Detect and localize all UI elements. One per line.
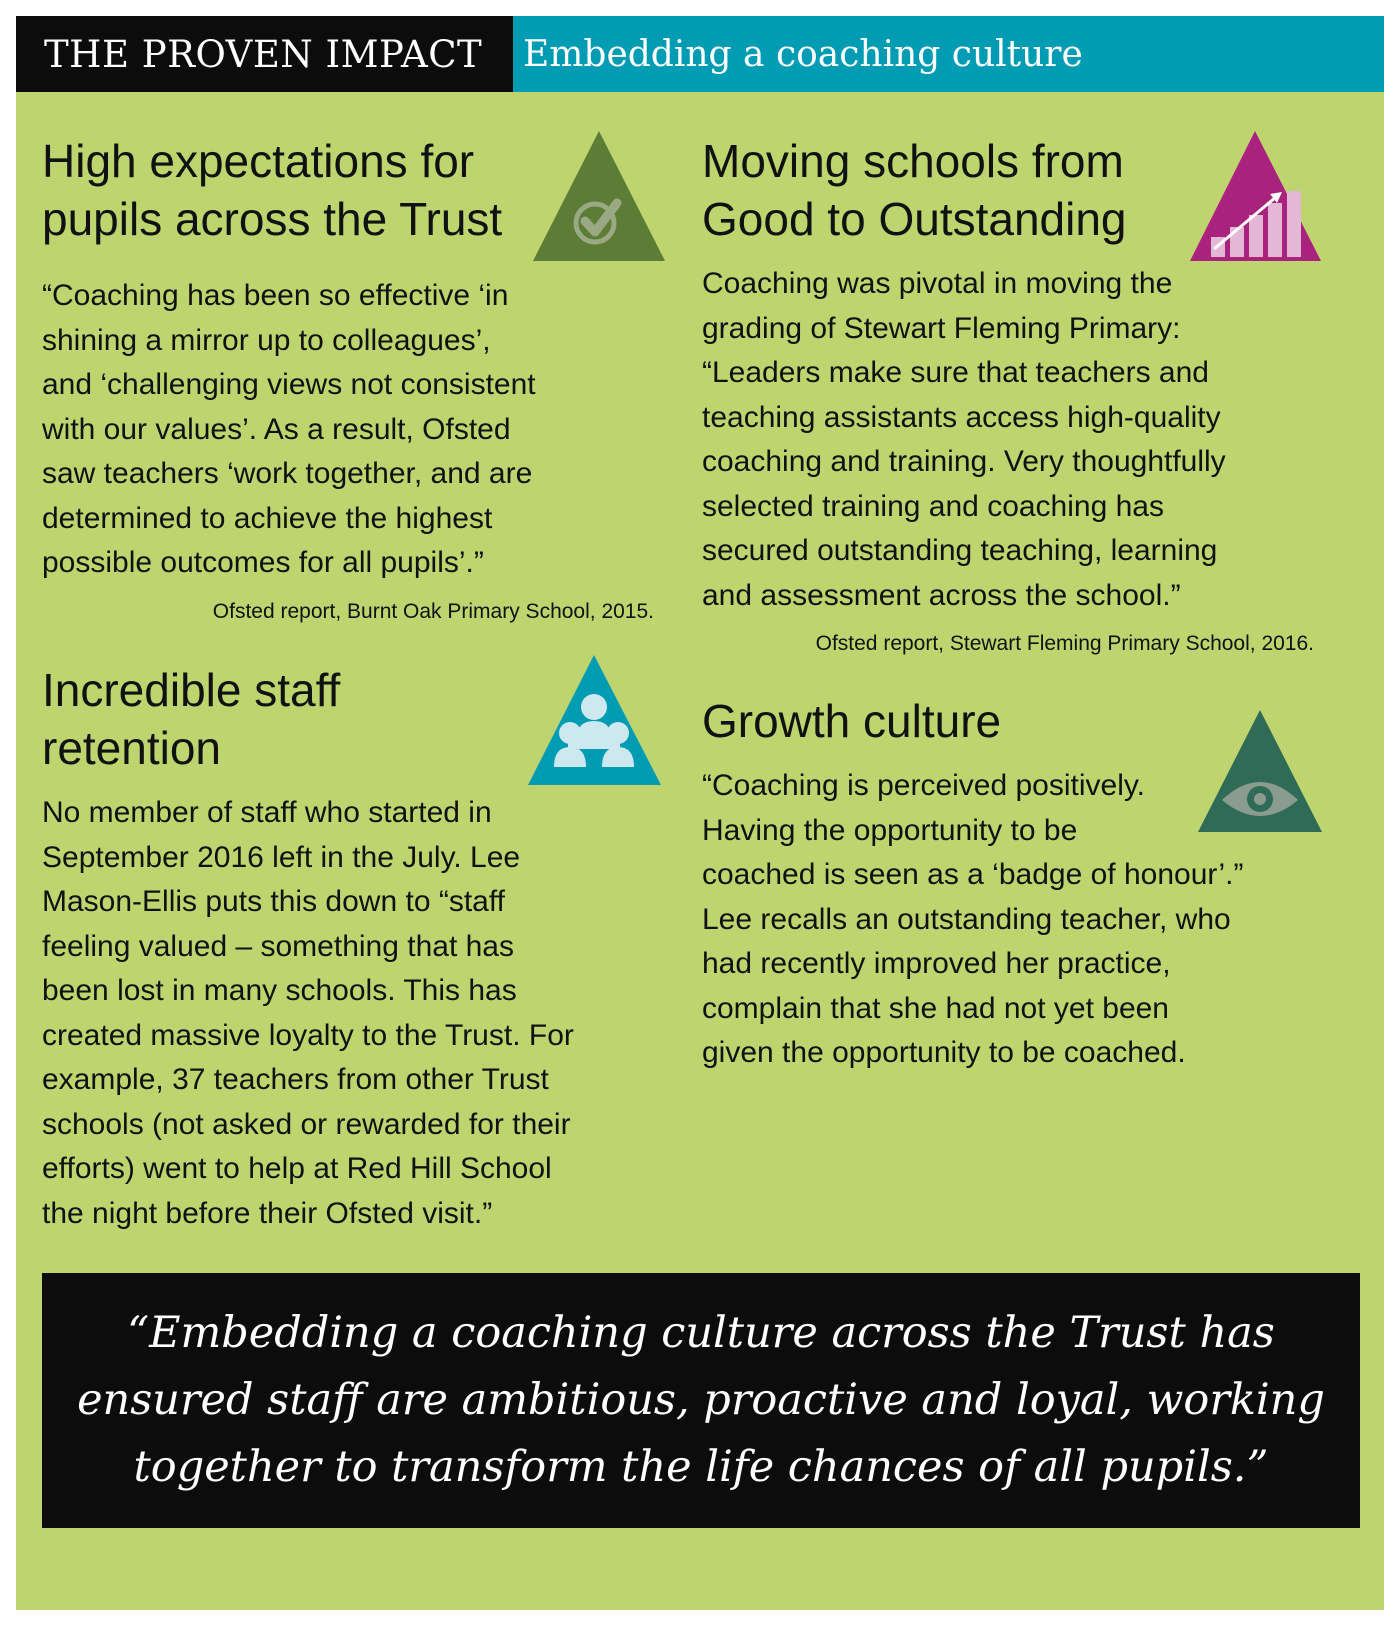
source-citation: Ofsted report, Stewart Fleming Primary School, 2016. [815, 632, 1314, 655]
section-body: “Coaching is perceived positively. Having the opportunity to be coached is seen as a ‘badge of honour’.” Lee recalls an outstanding teacher, who had recently improved her practice, complain that she had not yet been given the opportunity to be coached. [702, 769, 1244, 1069]
pull-quote: “Embedding a coaching culture across the Trust has ensured staff are ambitious, proactive and loyal, working together to transform the life chances of all pupils.” [42, 1273, 1360, 1528]
growth-chart-triangle-icon [1190, 131, 1321, 261]
section-title: Moving schools from Good to Outstanding [702, 135, 1127, 245]
checkmark-triangle-icon [533, 131, 665, 261]
section-title: High expectations for pupils across the Trust [42, 135, 503, 245]
eye-triangle-icon [1198, 710, 1322, 832]
section-body: No member of staff who started in September 2016 left in the July. Lee Mason-Ellis puts this down to “staff feeling valued – something that has been lost in many schools. This has created massive loyalty to the Trust. For example, 37 teachers from other Trust schools (not asked or rewarded for their efforts) went to help at Red Hill School the night before their Ofsted visit.” [42, 796, 574, 1230]
source-citation: Ofsted report, Burnt Oak Primary School, 2015. [212, 599, 654, 623]
section-title: Growth culture [702, 695, 1002, 747]
people-triangle-icon [528, 655, 661, 785]
section-body: Coaching was pivotal in moving the grading of Stewart Fleming Primary: “Leaders make sure that teachers and teaching assistants access high-quality coaching and training. Very thoughtfully selected training and coaching has secured outstanding teaching, learning and assessment across the school.” [702, 267, 1226, 612]
section-body: “Coaching has been so effective ‘in shining a mirror up to colleagues’, and ‘challenging views not consistent with our values’. As a result, Ofsted saw teachers ‘work together, and are determined to achieve the highest possible outcomes for all pupils’.” [42, 279, 536, 579]
header-title: THE PROVEN IMPACT [16, 16, 513, 92]
header-bar [16, 16, 1384, 92]
section-title: Incredible staff retention [42, 664, 341, 774]
header-subtitle: Embedding a coaching culture [513, 16, 1384, 92]
